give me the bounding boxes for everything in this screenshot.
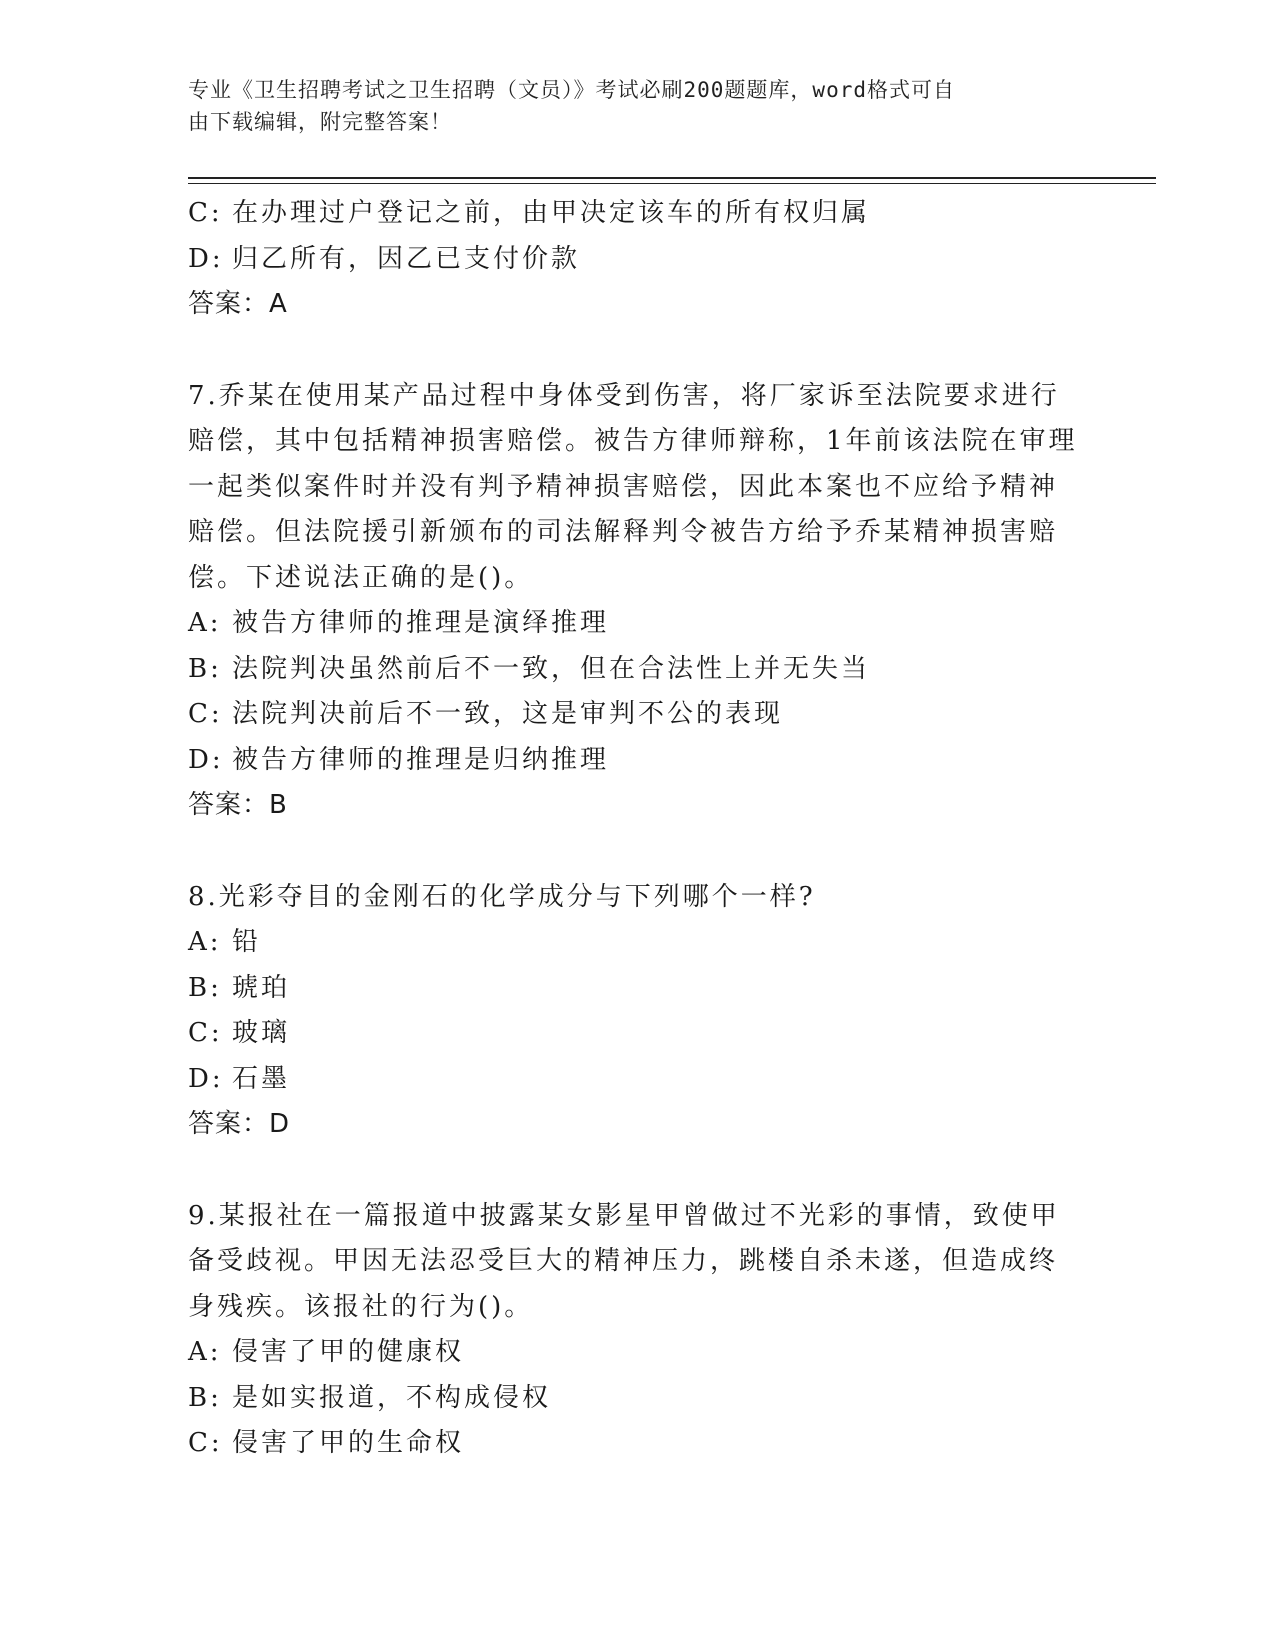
answer-line: 答案：A <box>188 289 288 319</box>
question-stem-line: 一起类似案件时并没有判予精神损害赔偿，因此本案也不应给予精神 <box>188 471 1059 502</box>
option-c <box>188 692 1088 738</box>
question-stem-line: 赔偿。但法院援引新颁布的司法解释判令被告方给予乔某精神损害赔 <box>188 517 1059 547</box>
question-8 <box>188 875 1088 1148</box>
question-stem-line: 身残疾。该报社的行为()。 <box>188 1291 534 1322</box>
option-text: 被告方律师的推理是归纳推理 <box>232 744 610 775</box>
question-9 <box>188 1194 1088 1467</box>
option-d <box>188 738 1088 784</box>
option-key: C: <box>188 699 223 729</box>
option-text: 玻璃 <box>232 1018 291 1048</box>
option-text: 铅 <box>232 927 262 957</box>
option-c <box>188 191 1088 237</box>
option-key: D: <box>188 1063 224 1094</box>
spacer <box>188 1148 1088 1194</box>
option-text: 在办理过户登记之前，由甲决定该车的所有权归属 <box>232 198 871 228</box>
option-a <box>188 1330 1088 1376</box>
option-key: C: <box>188 1428 223 1458</box>
option-key: C: <box>188 198 223 228</box>
option-key: B: <box>188 1382 222 1413</box>
option-d <box>188 1057 1088 1103</box>
option-c <box>188 1421 1088 1467</box>
spacer <box>188 829 1088 875</box>
option-b <box>188 647 1088 693</box>
header-divider-thick <box>188 177 1156 179</box>
option-text: 石墨 <box>232 1063 291 1094</box>
option-key: A: <box>188 608 222 638</box>
spacer <box>188 328 1088 374</box>
option-key: B: <box>188 972 222 1003</box>
option-d <box>188 237 1088 283</box>
option-text: 归乙所有，因乙已支付价款 <box>232 243 581 274</box>
option-text: 琥珀 <box>232 972 291 1003</box>
option-text: 法院判决前后不一致，这是审判不公的表现 <box>232 699 784 729</box>
option-text: 被告方律师的推理是演绎推理 <box>232 608 610 638</box>
question-stem-line: 偿。下述说法正确的是()。 <box>188 562 534 593</box>
header-line-2: 由下载编辑，附完整答案！ <box>188 110 452 134</box>
option-key: A: <box>188 927 222 957</box>
question-stem-line: 赔偿，其中包括精神损害赔偿。被告方律师辩称，1年前该法院在审理 <box>188 426 1078 456</box>
page-header <box>188 74 1068 138</box>
header-line-1: 专业《卫生招聘考试之卫生招聘（文员）》考试必刷200题题库，word格式可自 <box>188 78 955 102</box>
option-key: C: <box>188 1018 223 1048</box>
header-divider-thin <box>188 183 1156 184</box>
option-text: 侵害了甲的生命权 <box>232 1428 465 1458</box>
question-content <box>188 191 1088 1467</box>
option-a <box>188 601 1088 647</box>
question-stem-line: 9.某报社在一篇报道中披露某女影星甲曾做过不光彩的事情，致使甲 <box>188 1200 1060 1231</box>
question-stem-line: 备受歧视。甲因无法忍受巨大的精神压力，跳楼自杀未遂，但造成终 <box>188 1246 1059 1276</box>
previous-question-tail <box>188 191 1088 328</box>
option-c <box>188 1011 1088 1057</box>
option-key: B: <box>188 653 222 684</box>
option-key: A: <box>188 1337 222 1367</box>
option-text: 是如实报道，不构成侵权 <box>232 1382 552 1413</box>
option-b <box>188 1376 1088 1422</box>
option-text: 侵害了甲的健康权 <box>232 1337 465 1367</box>
option-text: 法院判决虽然前后不一致，但在合法性上并无失当 <box>232 653 871 684</box>
option-key: D: <box>188 243 224 274</box>
answer-line: 答案：B <box>188 790 288 820</box>
option-a <box>188 920 1088 966</box>
option-key: D: <box>188 744 224 775</box>
option-b <box>188 966 1088 1012</box>
question-7 <box>188 374 1088 829</box>
answer-line: 答案：D <box>188 1109 291 1139</box>
question-stem-line: 8.光彩夺目的金刚石的化学成分与下列哪个一样? <box>188 881 816 912</box>
question-stem-line: 7.乔某在使用某产品过程中身体受到伤害，将厂家诉至法院要求进行 <box>188 380 1060 411</box>
